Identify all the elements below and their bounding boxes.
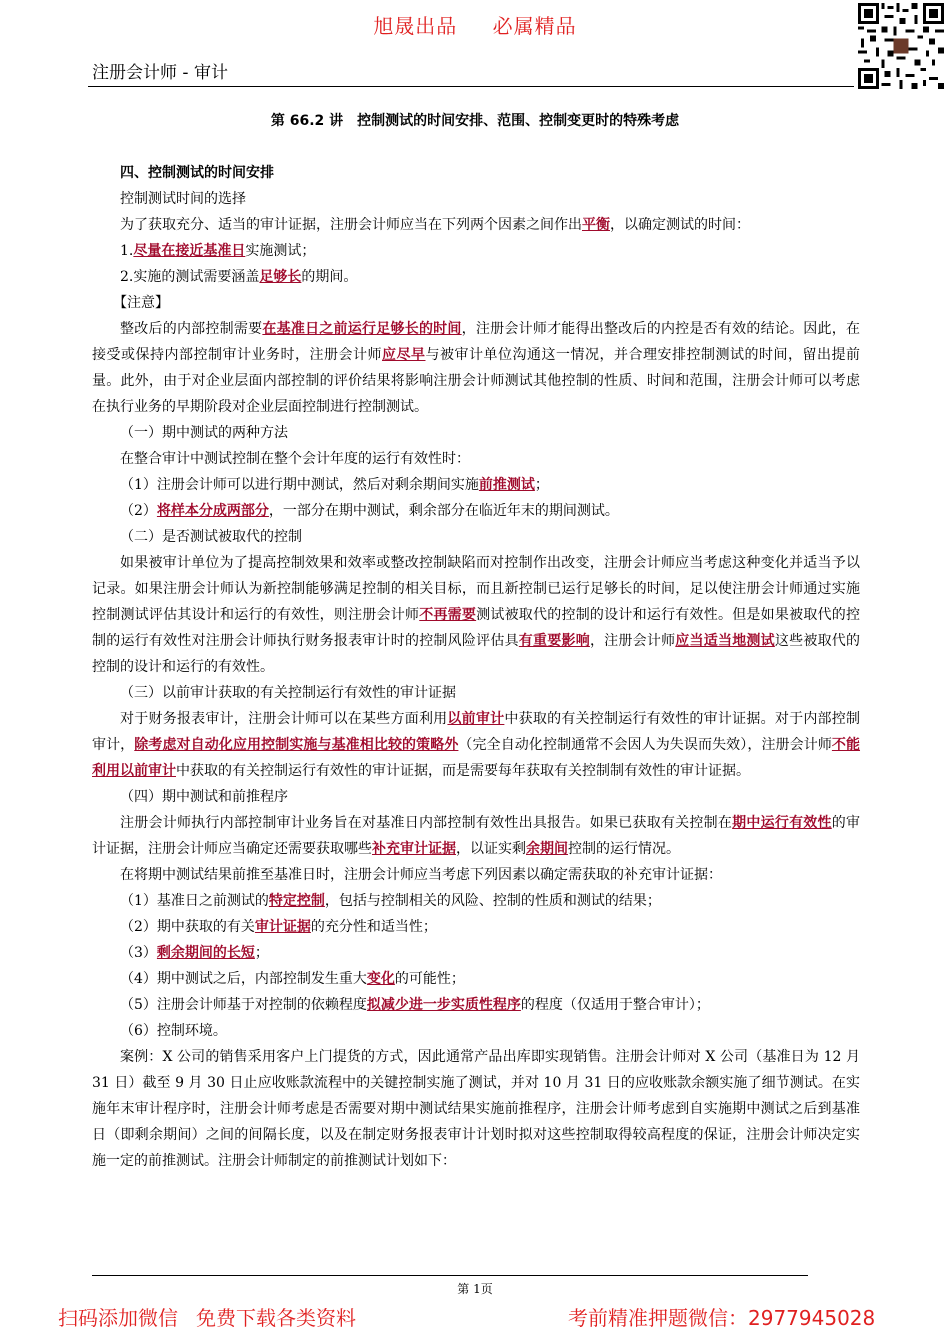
subsection-heading: （四）期中测试和前推程序 — [120, 789, 288, 805]
list-item: （3）剩余期间的长短； — [120, 945, 269, 961]
section-heading: 四、控制测试的时间安排 — [120, 165, 274, 181]
list-item: （1）基准日之前测试的特定控制，包括与控制相关的风险、控制的性质和测试的结果； — [120, 893, 661, 909]
list-item: 1.尽量在接近基准日实施测试； — [120, 243, 316, 259]
emphasis: 除考虑对自动化应用控制实施与基准相比较的策略外 — [134, 737, 459, 753]
emphasis: 变化 — [366, 971, 395, 987]
emphasis: 特定控制 — [268, 893, 325, 909]
paragraph: 对于财务报表审计，注册会计师可以在某些方面利用以前审计中获取的有关控制运行有效性的审计证据。对于内部控制审计，除考虑对自动化应用控制实施与基准相比较的策略外（完全自动化控制通常不会因人为失误而失效），注册会计师不能利用以前审计中获取的有关控制运行有效性的审计证据，而是需要每年获取有关控制制有效性的审计证据。 — [92, 711, 861, 779]
subsection-heading: （二）是否测试被取代的控制 — [120, 529, 302, 545]
emphasis: 尽量在接近基准日 — [133, 243, 246, 259]
emphasis: 剩余期间的长短 — [156, 945, 255, 961]
header-divider — [88, 86, 854, 87]
paragraph: 整改后的内部控制需要在基准日之前运行足够长的时间，注册会计师才能得出整改后的内控是否有效的结论。因此，在接受或保持内部控制审计业务时，注册会计师应尽早与被审计单位沟通这一情况，并合理安排控制测试的时间，留出提前量。此外，由于对企业层面内部控制的评价结果将影响注册会计师测试其他控制的性质、时间和范围，注册会计师可以考虑在执行业务的早期阶段对企业层面控制进行控制测试。 — [92, 321, 861, 415]
paragraph: 如果被审计单位为了提高控制效果和效率或整改控制缺陷而对控制作出改变，注册会计师应当考虑这种变化并适当予以记录。如果注册会计师认为新控制能够满足控制的相关目标，而且新控制已运行足够长的时间，足以使注册会计师通过实施控制测试评估其设计和运行的有效性，则注册会计师不再需要测试被取代的控制的设计和运行有效性。但是如果被取代的控制的运行有效性对注册会计师执行财务报表审计时的控制风险评估具有重要影响，注册会计师应当适当地测试这些被取代的控制的设计和运行的有效性。 — [92, 555, 861, 675]
emphasis: 补充审计证据 — [372, 841, 456, 857]
subsection-heading: （三）以前审计获取的有关控制运行有效性的审计证据 — [120, 685, 456, 701]
emphasis: 前推测试 — [478, 477, 535, 493]
emphasis: 有重要影响 — [518, 633, 590, 649]
emphasis: 余期间 — [526, 841, 568, 857]
bottom-left-text-1: 扫码添加微信 — [58, 1306, 178, 1330]
list-item: （2）将样本分成两部分，一部分在期中测试，剩余部分在临近年末的期间测试。 — [120, 503, 619, 519]
paragraph: 在整合审计中测试控制在整个会计年度的运行有效性时： — [120, 451, 470, 467]
emphasis: 平衡 — [582, 217, 610, 233]
list-item: 2.实施的测试需要涵盖足够长的期间。 — [120, 269, 358, 285]
subsection-heading: （一）期中测试的两种方法 — [120, 425, 288, 441]
emphasis: 期中运行有效性 — [732, 815, 832, 831]
paragraph: 在将期中测试结果前推至基准日时，注册会计师应当考虑下列因素以确定需获取的补充审计证据： — [120, 867, 722, 883]
emphasis: 在基准日之前运行足够长的时间 — [262, 321, 462, 337]
list-item: （2）期中获取的有关审计证据的充分性和适当性； — [120, 919, 437, 935]
bottom-left-text-2: 免费下载各类资料 — [196, 1306, 356, 1330]
emphasis: 足够长 — [259, 269, 302, 285]
banner-left: 旭晟出品 — [373, 14, 458, 38]
document-header-title: 注册会计师 - 审计 — [92, 63, 228, 83]
emphasis: 应尽早 — [382, 347, 426, 363]
list-item: （1）注册会计师可以进行期中测试，然后对剩余期间实施前推测试； — [120, 477, 549, 493]
top-banner — [0, 10, 950, 39]
lecture-title: 第 66.2 讲 控制测试的时间安排、范围、控制变更时的特殊考虑 — [270, 113, 680, 129]
list-item: （4）期中测试之后，内部控制发生重大变化的可能性； — [120, 971, 465, 987]
emphasis: 应当适当地测试 — [675, 633, 775, 649]
paragraph: 为了获取充分、适当的审计证据，注册会计师应当在下列两个因素之间作出平衡，以确定测试的时间： — [120, 217, 750, 233]
emphasis: 拟减少进一步实质性程序 — [366, 997, 521, 1013]
emphasis: 不再需要 — [419, 607, 477, 623]
paragraph: 案例：X 公司的销售采用客户上门提货的方式，因此通常产品出库即实现销售。注册会计师对 X 公司（基准日为 12 月 31 日）截至 9 月 30 日止应收账款流程中的关键控制实施了测试，并对 10 月 31 日的应收账款余额实施了细节测试。在实施年末审计程序时，注册会计师考虑是否需要对期中测试结果实施前推程序，注册会计师考虑到自实施期中测试之后到基准日（即剩余期间）之间的间隔长度，以及在制定财务报表审计计划时拟对这些控制取得较高程度的保证，注册会计师决定实施一定的前推测试。注册会计师制定的前推测试计划如下： — [92, 1049, 860, 1169]
emphasis: 将样本分成两部分 — [156, 503, 269, 519]
list-item: （6）控制环境。 — [120, 1023, 227, 1039]
bottom-right-banner: 考前精准押题微信：2977945028 — [568, 1306, 876, 1330]
emphasis: 审计证据 — [254, 919, 311, 935]
banner-right: 必属精品 — [492, 14, 577, 38]
emphasis: 不能利用以前审计 — [92, 737, 861, 779]
emphasis: 以前审计 — [447, 711, 505, 727]
note-label: 【注意】 — [113, 295, 169, 311]
list-item: （5）注册会计师基于对控制的依赖程度拟减少进一步实质性程序的程度（仅适用于整合审计）； — [120, 997, 710, 1013]
document-body — [92, 160, 860, 1174]
qr-code-icon — [858, 3, 944, 89]
bottom-left-banner — [58, 1302, 374, 1331]
footer-divider — [92, 1275, 808, 1276]
paragraph: 注册会计师执行内部控制审计业务旨在对基准日内部控制有效性出具报告。如果已获取有关控制在期中运行有效性的审计证据，注册会计师应当确定还需要获取哪些补充审计证据，以证实剩余期间控制的运行情况。 — [92, 815, 861, 857]
page-number: 第 1页 — [457, 1282, 493, 1296]
subheading: 控制测试时间的选择 — [120, 191, 246, 207]
